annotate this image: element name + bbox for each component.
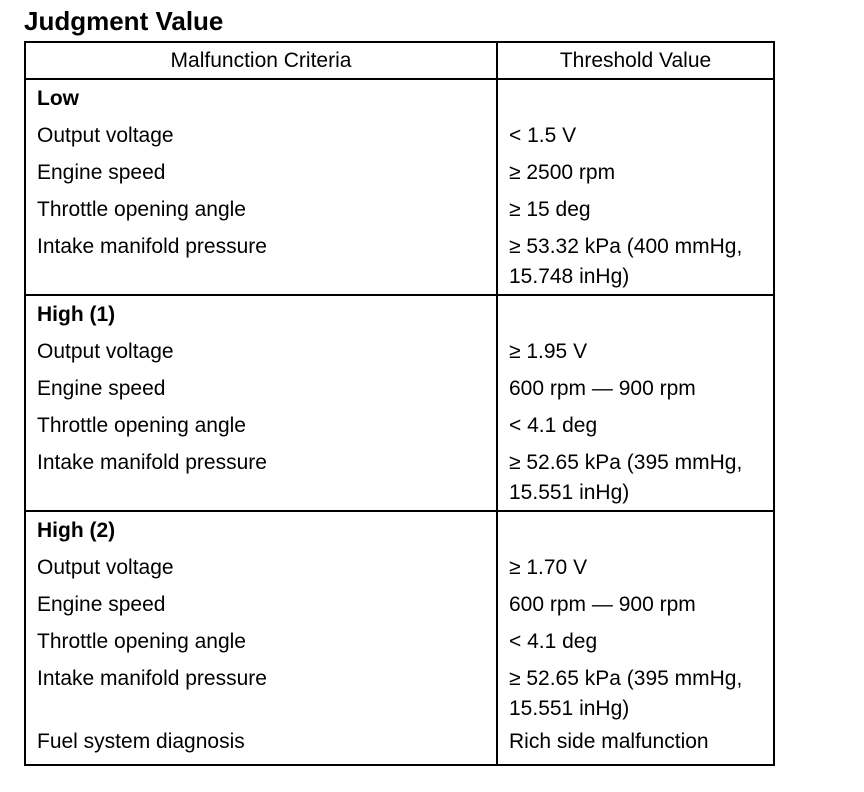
criteria-text: Throttle opening angle <box>37 198 246 221</box>
group-row-high-2 <box>25 511 774 765</box>
criteria-text: Intake manifold pressure <box>37 667 267 690</box>
threshold-text: < 4.1 deg <box>509 630 598 653</box>
threshold-text: ≥ 1.70 V <box>509 556 588 579</box>
criteria-text: Engine speed <box>37 161 166 184</box>
threshold-text: ≥ 1.95 V <box>509 340 588 363</box>
criteria-text: Intake manifold pressure <box>37 451 267 474</box>
group-label: High (2) <box>37 519 116 542</box>
criteria-text: Engine speed <box>37 593 166 616</box>
group-row-low <box>25 79 774 295</box>
threshold-cell <box>497 511 774 765</box>
threshold-text: 600 rpm — 900 rpm <box>509 593 696 616</box>
judgment-value-table <box>24 41 775 766</box>
threshold-text: < 1.5 V <box>509 124 577 147</box>
threshold-text: ≥ 2500 rpm <box>509 161 616 184</box>
group-row-high-1 <box>25 295 774 511</box>
threshold-text: ≥ 52.65 kPa (395 mmHg, 15.551 inHg) <box>509 667 743 720</box>
group-label: Low <box>37 87 79 110</box>
threshold-text: Rich side malfunction <box>509 730 709 753</box>
threshold-text: ≥ 53.32 kPa (400 mmHg, 15.748 inHg) <box>509 235 743 288</box>
threshold-text: 600 rpm — 900 rpm <box>509 377 696 400</box>
header-threshold-value: Threshold Value <box>497 42 774 79</box>
header-malfunction-criteria: Malfunction Criteria <box>25 42 497 79</box>
criteria-text: Throttle opening angle <box>37 630 246 653</box>
criteria-text: Output voltage <box>37 124 174 147</box>
group-label: High (1) <box>37 303 116 326</box>
threshold-cell <box>497 79 774 295</box>
group-label-blank <box>509 80 773 117</box>
threshold-text: ≥ 52.65 kPa (395 mmHg, 15.551 inHg) <box>509 451 743 504</box>
criteria-text: Output voltage <box>37 556 174 579</box>
threshold-text: ≥ 15 deg <box>509 198 591 221</box>
threshold-text: < 4.1 deg <box>509 414 598 437</box>
criteria-cell <box>25 511 497 765</box>
group-label-blank <box>509 512 773 549</box>
criteria-text: Throttle opening angle <box>37 414 246 437</box>
criteria-text: Intake manifold pressure <box>37 235 267 258</box>
criteria-text: Engine speed <box>37 377 166 400</box>
table-header-row <box>25 42 774 79</box>
threshold-cell <box>497 295 774 511</box>
criteria-cell <box>25 295 497 511</box>
page-title: Judgment Value <box>24 6 224 36</box>
group-label-blank <box>509 296 773 333</box>
criteria-text: Fuel system diagnosis <box>37 730 245 753</box>
criteria-text: Output voltage <box>37 340 174 363</box>
criteria-cell <box>25 79 497 295</box>
